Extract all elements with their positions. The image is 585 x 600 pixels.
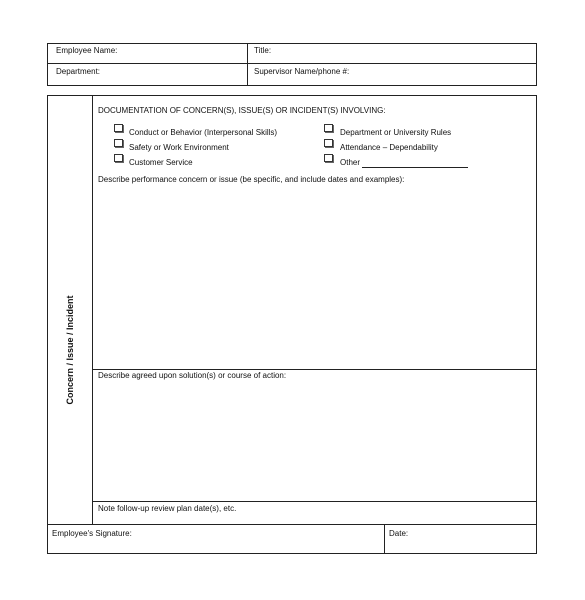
option-customer-service-label: Customer Service [129,158,193,167]
describe-concern-label: Describe performance concern or issue (be specific, and include dates and examples): [98,175,405,184]
option-attendance-label: Attendance – Dependability [340,143,438,152]
employee-info-table [47,43,537,86]
documentation-heading: DOCUMENTATION OF CONCERN(S), ISSUE(S) OR INCIDENT(S) INVOLVING: [98,106,386,115]
checkbox-other[interactable] [324,154,333,162]
followup-divider [92,501,537,502]
employee-info-divider-h [47,63,537,64]
option-other-label: Other [340,158,361,167]
followup-label: Note follow-up review plan date(s), etc. [98,504,237,513]
solution-label: Describe agreed upon solution(s) or course of action: [98,371,287,380]
other-write-in-line[interactable] [362,167,468,168]
concern-side-label: Concern / Issue / Incident [65,295,75,405]
option-conduct-label: Conduct or Behavior (Interpersonal Skills) [129,128,278,137]
checkbox-safety[interactable] [114,139,123,147]
option-safety-label: Safety or Work Environment [129,143,229,152]
solution-divider [92,369,537,370]
describe-concern-area[interactable] [93,187,536,367]
checkbox-conduct[interactable] [114,124,123,132]
employee-info-divider-v [247,43,248,86]
employee-name-field[interactable]: Employee Name: [56,46,118,55]
department-field[interactable]: Department: [56,67,101,76]
date-field[interactable]: Date: [389,529,409,538]
employee-signature-field[interactable]: Employee's Signature: [52,529,132,538]
title-field[interactable]: Title: [254,46,272,55]
option-department-rules-label: Department or University Rules [340,128,452,137]
checkbox-department-rules[interactable] [324,124,333,132]
supervisor-field[interactable]: Supervisor Name/phone #: [254,67,350,76]
signature-divider [384,524,385,554]
checkbox-customer-service[interactable] [114,154,123,162]
solution-area[interactable] [93,383,536,499]
checkbox-attendance[interactable] [324,139,333,147]
